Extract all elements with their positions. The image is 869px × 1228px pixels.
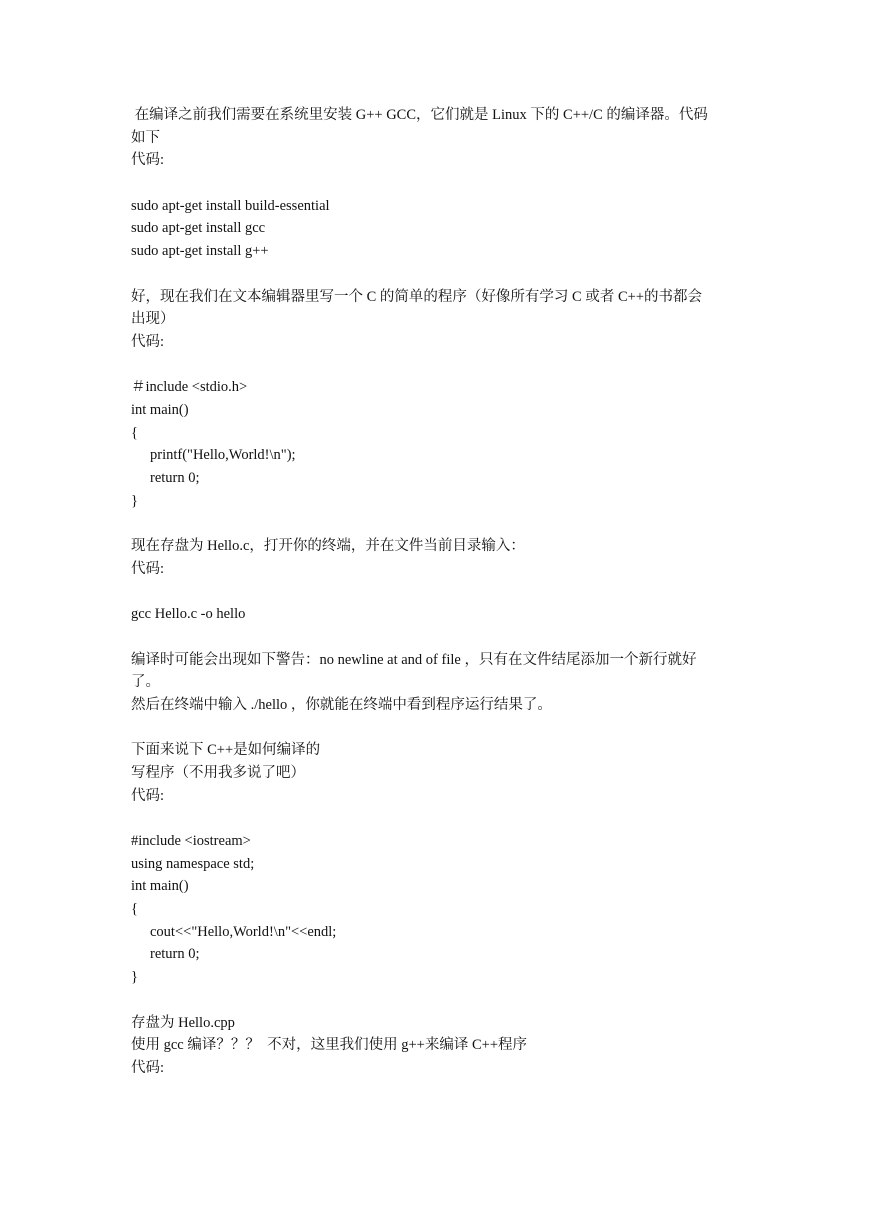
paragraph-save-cpp: 存盘为 Hello.cpp (131, 1014, 235, 1031)
document-body (131, 104, 741, 1080)
paragraph-cpp-intro: 下面来说下 C++是如何编译的 (131, 742, 321, 759)
blank-line (131, 263, 741, 286)
blank-line (131, 172, 741, 195)
paragraph-c-program-line2: 出现） (131, 311, 175, 328)
code-label: 代码: (131, 1059, 165, 1076)
paragraph-c-program-line1: 好，现在我们在文本编辑器里写一个 C 的简单的程序（好像所有学习 C 或者 C++的书都会 (131, 288, 702, 305)
paragraph-save-c: 现在存盘为 Hello.c，打开你的终端，并在文件当前目录输入： (131, 538, 525, 555)
code-line: ＃include <stdio.h> (131, 379, 248, 396)
code-line: return 0; (150, 946, 200, 963)
code-label: 代码: (131, 333, 165, 350)
code-line: return 0; (150, 470, 200, 486)
code-line: { (131, 424, 138, 441)
paragraph-write-program: 写程序（不用我多说了吧） (131, 764, 305, 781)
code-line: sudo apt-get install gcc (131, 220, 266, 237)
code-line: using namespace std; (131, 855, 255, 872)
code-label: 代码: (131, 787, 165, 804)
code-line: sudo apt-get install g++ (131, 243, 269, 260)
paragraph-intro-line1: 在编译之前我们需要在系统里安装 G++ GCC，它们就是 Linux 下的 C++/C 的编译器。代码 (131, 107, 708, 123)
blank-line (131, 807, 741, 830)
code-line: } (131, 969, 138, 986)
code-line: sudo apt-get install build-essential (131, 197, 330, 214)
paragraph-run: 然后在终端中输入 ./hello ，你就能在终端中看到程序运行结果了。 (131, 696, 552, 713)
code-line: int main() (131, 401, 189, 418)
code-label: 代码: (131, 560, 165, 577)
paragraph-warning-line2: 了。 (131, 674, 160, 691)
code-line: cout<<"Hello,World!\n"<<endl; (150, 923, 337, 940)
code-line: gcc Hello.c -o hello (131, 606, 246, 623)
code-label: 代码: (131, 152, 165, 169)
code-line: int main() (131, 878, 189, 895)
blank-line (131, 354, 741, 377)
blank-line (131, 717, 741, 740)
code-line: #include <iostream> (131, 833, 251, 849)
paragraph-warning-line1: 编译时可能会出现如下警告：no newline at and of file ，只有在文件结尾添加一个新行就好 (131, 651, 697, 668)
code-line: printf("Hello,World!\n"); (150, 447, 296, 464)
paragraph-intro-line2: 如下 (131, 129, 160, 146)
code-line: } (131, 492, 138, 509)
blank-line (131, 989, 741, 1012)
blank-line (131, 626, 741, 649)
blank-line (131, 512, 741, 535)
blank-line (131, 580, 741, 603)
paragraph-use-gpp: 使用 gcc 编译？？？ 不对，这里我们使用 g++来编译 C++程序 (131, 1037, 528, 1054)
code-line: { (131, 901, 138, 918)
